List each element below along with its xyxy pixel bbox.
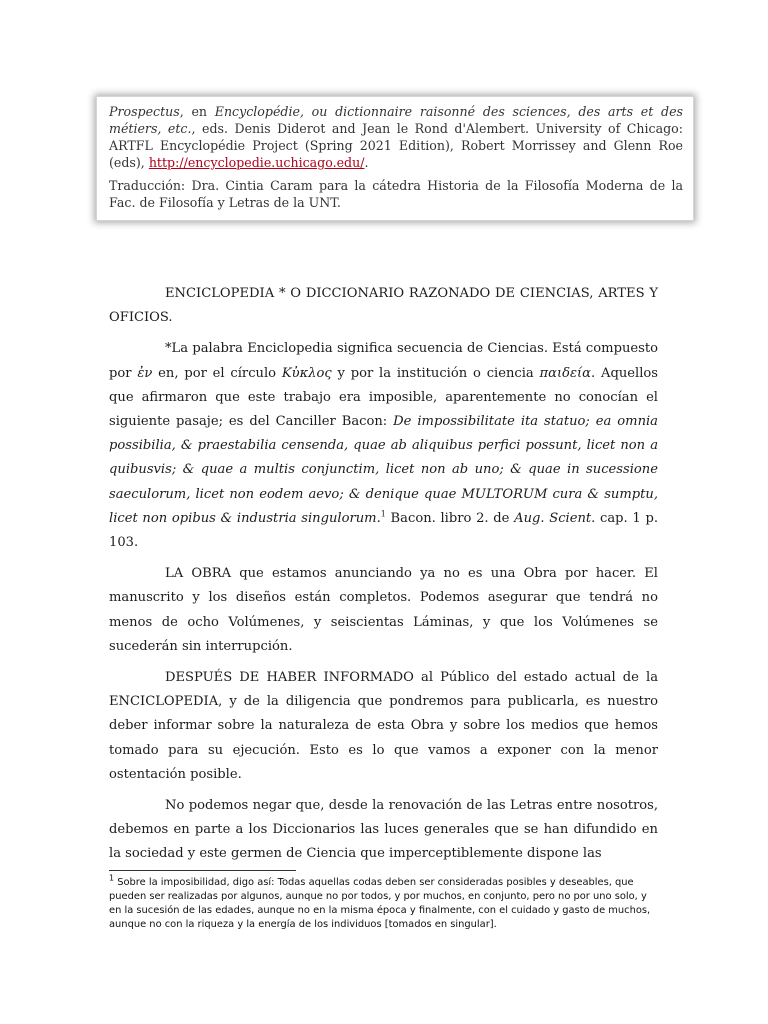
paragraph-3: DESPUÉS DE HABER INFORMADO al Público del estado actual de la ENCICLOPEDIA, y de la diligencia que pondremos para publicarla, es nuestro deber informar sobre la naturaleza de esta Obra y sobre los medios que hemos tomado para su ejecución. Esto es lo que vamos a exponer con la menor ostentación posible. xyxy=(109,670,658,782)
footnote-text: Sobre la imposibilidad, digo así: Todas aquellas codas deben ser consideradas posibles y deseables, que pueden ser realizadas por algunos, aunque no por todos, y por muchos, en conjunto, pero no por uno solo, y en la sucesión de las edades, aunque no en la misma época y finalmente, con el cuidado y gasto de muchos, aunque no con la riqueza y la energía de los individuos [tomados en singular]. xyxy=(109,877,651,930)
greek-word: παιδεία xyxy=(539,365,592,381)
citation-text: , eds. Denis Diderot and Jean le Rond d'Alembert. University of Chicago: ARTFL Encyclopédie Project (Spring 2021 Edition), Robert Morrissey and Glenn Roe (eds), xyxy=(109,121,684,170)
paragraph-2: LA OBRA que estamos anunciando ya no es una Obra por hacer. El manuscrito y los diseños están completos. Podemos asegurar que tendrá no menos de ocho Volúmenes, y seiscientas Láminas, y que los Volúmenes se sucederán sin interrupción. xyxy=(109,566,658,654)
greek-word: ἐν xyxy=(137,365,153,381)
citation-text: , en xyxy=(179,104,215,119)
footnote-reference[interactable]: 1 xyxy=(380,509,386,519)
main-text xyxy=(109,282,658,867)
paragraph-4: No podemos negar que, desde la renovación de las Letras entre nosotros, debemos en parte a los Diccionarios las luces generales que se han difundido en la sociedad y este germen de Ciencia que imperceptiblemente dispone las xyxy=(109,798,658,862)
footnote-mark: 1 xyxy=(109,873,115,883)
footnote-divider xyxy=(109,870,296,871)
document-heading: ENCICLOPEDIA * O DICCIONARIO RAZONADO DE CIENCIAS, ARTES Y OFICIOS. xyxy=(109,286,658,326)
translation-credit: Traducción: Dra. Cintia Caram para la cátedra Historia de la Filosofía Moderna de la Fac. de Filosofía y Letras de la UNT. xyxy=(109,178,683,210)
citation-reference xyxy=(109,103,683,171)
encyclopedie-title: Encyclopédie, ou dictionnaire raisonné des sciences, des arts et des métiers, etc. xyxy=(109,104,683,136)
bacon-latin-quote: De impossibilitate ita statuo; ea omnia possibilia, & praestabilia censenda, quae ab aliquibus perfici possunt, licet non a quibusvis; & quae a multis conjunctim, licet non ab uno; & quae in sucessione saeculorum, licet non eodem aevo; & denique quae MULTORUM cura & sumptu, licet non opibus & industria singulorum. xyxy=(109,414,658,526)
greek-word: Κὐκλος xyxy=(281,365,332,381)
footnote-1 xyxy=(109,873,658,932)
footnote xyxy=(109,873,658,932)
citation-box xyxy=(96,96,694,221)
prospectus-title: Prospectus xyxy=(109,104,180,119)
paragraph-1: *La palabra Enciclopedia significa secuencia de Ciencias. Está compuesto por ἐν en, por el círculo Κὐκλος y por la institución o ciencia παιδεία. Aquellos que afirmaron que este trabajo era imposible, aparentemente no conocían el siguiente pasaje; es del Canciller Bacon: De impossibilitate ita statuo; ea omnia possibilia, & praestabilia censenda, quae ab aliquibus perfici possunt, licet non a quibusvis; & quae a multis conjunctim, licet non ab uno; & quae in sucessione saeculorum, licet non eodem aevo; & denique quae MULTORUM cura & sumptu, licet non opibus & industria singulorum.$^1$ Bacon. libro 2. de Aug. Scient. cap. 1 p. 103. xyxy=(109,341,658,551)
encyclopedie-link[interactable]: http://encyclopedie.uchicago.edu/ xyxy=(148,155,365,170)
aug-scient-title: Aug. Scient. xyxy=(514,510,596,526)
citation-text: . xyxy=(364,155,369,170)
